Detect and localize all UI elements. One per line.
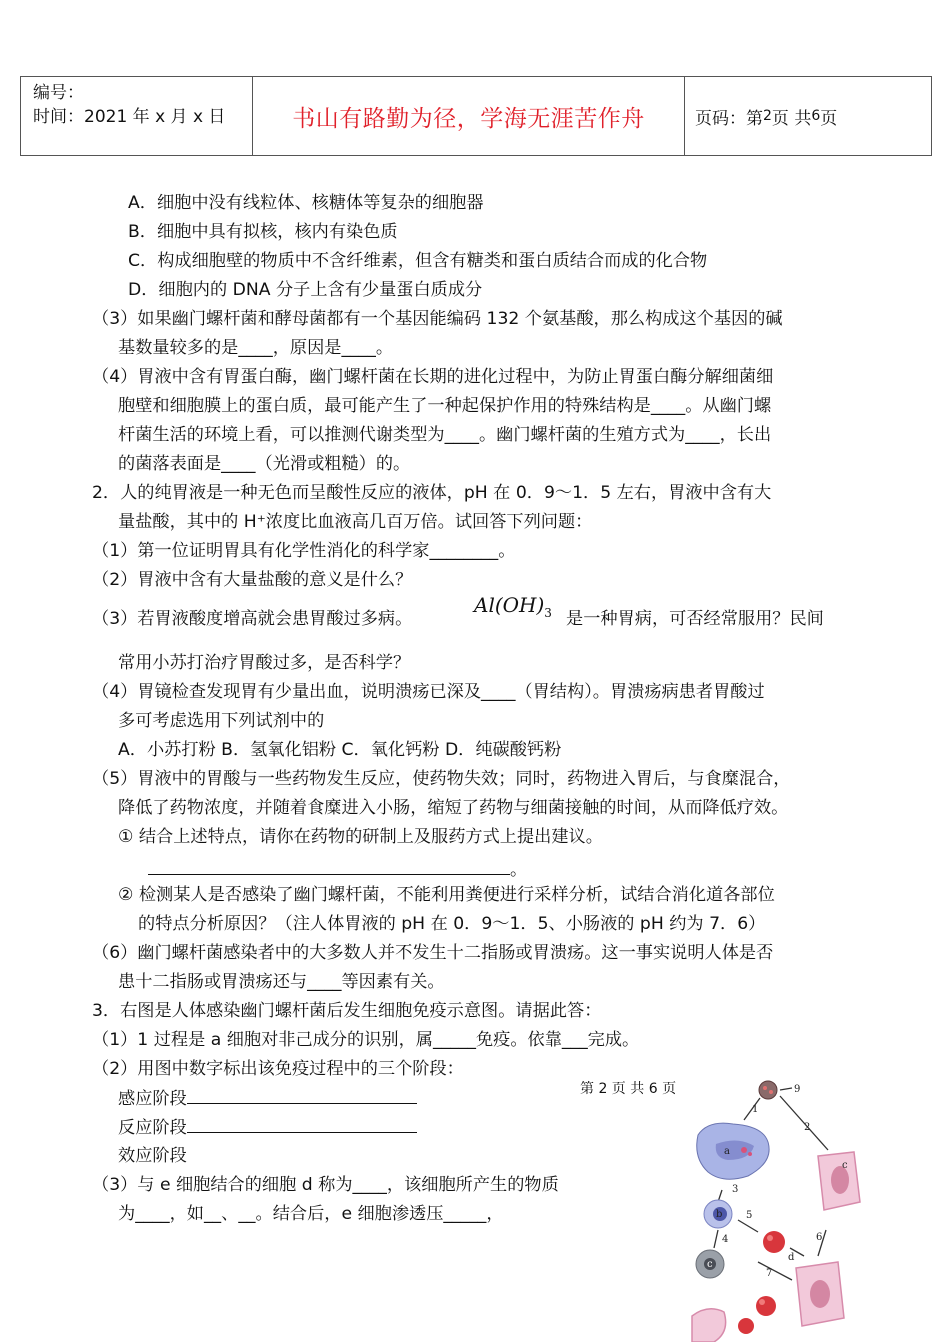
q1-3-line: （3）如果幽门螺杆菌和酵母菌都有一个基因能编码 132 个氨基酸，那么构成这个基因的碱 [92, 309, 783, 329]
cell-a [697, 1123, 769, 1179]
answer-period: 。 [510, 860, 528, 880]
q1-3-line-2: 基数量较多的是____，原因是____。 [118, 338, 394, 358]
q2-4-line-2: 多可考虑选用下列试剂中的 [118, 711, 325, 731]
number-label: 编号： [33, 83, 84, 103]
option-b-line: B．细胞中具有拟核，核内有染色质 [128, 222, 398, 242]
q3-2-line: （2）用图中数字标出该免疫过程中的三个阶段： [92, 1059, 464, 1079]
immune-diagram-svg [688, 1080, 868, 1342]
q3-3-line-2: 为____，如__、__。结合后，e 细胞渗透压_____， [118, 1204, 504, 1224]
q2-5-sub1: ① 结合上述特点，请你在药物的研制上及服药方式上提出建议。 [118, 827, 603, 847]
q2-5-answer-blank-line [148, 858, 527, 881]
page-current: 2 [763, 108, 772, 124]
label-7: 7 [766, 1268, 773, 1279]
label-4: 4 [722, 1234, 729, 1245]
q2-5-sub2: ② 检测某人是否感染了幽门螺杆菌，不能利用粪便进行采样分析，试结合消化道各部位 [118, 885, 775, 905]
label-d: d [788, 1252, 795, 1263]
q2-5-line: （5）胃液中的胃酸与一些药物发生反应，使药物失效；同时，药物进入胃后，与食糜混合， [92, 769, 791, 789]
q3-1-line: （1）1 过程是 a 细胞对非己成分的识别，属_____免疫。依靠___完成。 [92, 1030, 640, 1050]
cell-e [796, 1262, 844, 1326]
stage-reaction-label: 反应阶段 [118, 1118, 187, 1138]
q2-6-line-2: 患十二指肠或胃溃疡还与____等因素有关。 [118, 972, 445, 992]
q2-4-options: A．小苏打粉 B．氢氧化铝粉 C．氧化钙粉 D．纯碳酸钙粉 [118, 740, 562, 760]
time-label: 时间：2021 年 x 月 x 日 [33, 107, 226, 127]
header-table [20, 76, 932, 156]
q1-4-line: （4）胃液中含有胃蛋白酶，幽门螺杆菌在长期的进化过程中，为防止胃蛋白酶分解细菌细 [92, 367, 774, 387]
header-page-cell [685, 77, 931, 155]
q2-5-sub2-line-2: 的特点分析原因？（注人体胃液的 pH 在 0．9～1．5、小肠液的 pH 约为 7．6） [138, 914, 766, 934]
stage-reaction-blank [187, 1116, 417, 1133]
cell-d-2 [756, 1296, 776, 1316]
q1-4-line-3: 杆菌生活的环境上看，可以推测代谢类型为____。幽门螺杆菌的生殖方式为____，长出 [118, 425, 772, 445]
q2-3-line-tail: 是一种胃病，可否经常服用？民间 [566, 609, 824, 629]
answer-blank [148, 858, 510, 875]
page-prefix: 页码：第 [695, 108, 763, 129]
stage-induction [118, 1087, 417, 1110]
stage-induction-blank [187, 1087, 417, 1104]
page-total: 6 [811, 108, 821, 124]
cell-d-1 [763, 1231, 785, 1253]
label-c-left: c [707, 1259, 713, 1270]
formula-base: Al(OH) [474, 593, 545, 617]
page-suffix: 页 [820, 108, 838, 129]
q2-3-line-2: 常用小苏打治疗胃酸过多，是否科学？ [118, 653, 411, 673]
q1-4-line-2: 胞壁和细胞膜上的蛋白质，最可能产生了一种起保护作用的特殊结构是____。从幽门螺 [118, 396, 772, 416]
formula-aloh3 [474, 593, 552, 620]
label-6: 6 [816, 1232, 823, 1243]
page-mid: 页 共 [771, 108, 812, 129]
q1-4-line-4: 的菌落表面是____（光滑或粗糙）的。 [118, 454, 411, 474]
stage-reaction [118, 1116, 417, 1139]
label-a: a [724, 1146, 730, 1157]
page-mark: 第 2 页 共 6 页 [580, 1081, 677, 1097]
label-9: 9 [794, 1084, 801, 1095]
option-d-line: D．细胞内的 DNA 分子上含有少量蛋白质成分 [128, 280, 483, 300]
cell-d-3 [738, 1318, 754, 1334]
q2-6-line: （6）幽门螺杆菌感染者中的大多数人并不发生十二指肠或胃溃疡。这一事实说明人体是否 [92, 943, 774, 963]
q3-3-line: （3）与 e 细胞结合的细胞 d 称为____，该细胞所产生的物质 [92, 1175, 559, 1195]
label-3: 3 [732, 1184, 739, 1195]
label-b: b [716, 1209, 723, 1220]
label-2: 2 [804, 1122, 811, 1133]
immune-diagram [688, 1080, 868, 1342]
q2-3-line: （3）若胃液酸度增高就会患胃酸过多病。 [92, 609, 413, 629]
cell-c-top [818, 1152, 860, 1210]
stage-induction-label: 感应阶段 [118, 1089, 187, 1109]
q3-intro-line: 3．右图是人体感染幽门螺杆菌后发生细胞免疫示意图。请据此答： [92, 1001, 602, 1021]
label-5: 5 [746, 1210, 753, 1221]
label-1: 1 [752, 1104, 759, 1115]
q2-2-line: （2）胃液中含有大量盐酸的意义是什么？ [92, 570, 413, 590]
q2-intro-line-2: 量盐酸，其中的 H⁺浓度比血液高几百万倍。试回答下列问题： [118, 512, 593, 532]
label-c-top: c [842, 1160, 848, 1171]
motto: 书山有路勤为径，学海无涯苦作舟 [292, 105, 645, 132]
q2-1-line: （1）第一位证明胃具有化学性消化的科学家________。 [92, 541, 516, 561]
option-c-line: C．构成细胞壁的物质中不含纤维素，但含有糖类和蛋白质结合而成的化合物 [128, 251, 708, 271]
header-motto-cell [253, 77, 685, 155]
stage-effect: 效应阶段 [118, 1146, 187, 1166]
q2-intro-line: 2．人的纯胃液是一种无色而呈酸性反应的液体，pH 在 0．9～1．5 左右，胃液中含有大 [92, 483, 772, 503]
lysed-cell [692, 1309, 726, 1342]
antigen-cell [759, 1081, 777, 1099]
header-left-cell [21, 77, 253, 155]
q2-5-line-2: 降低了药物浓度，并随着食糜进入小肠，缩短了药物与细菌接触的时间，从而降低疗效。 [118, 798, 789, 818]
option-a-line: A．细胞中没有线粒体、核糖体等复杂的细胞器 [128, 193, 484, 213]
formula-sub: 3 [544, 606, 552, 620]
q2-4-line: （4）胃镜检查发现胃有少量出血，说明溃疡已深及____（胃结构）。胃溃疡病患者胃酸过 [92, 682, 765, 702]
